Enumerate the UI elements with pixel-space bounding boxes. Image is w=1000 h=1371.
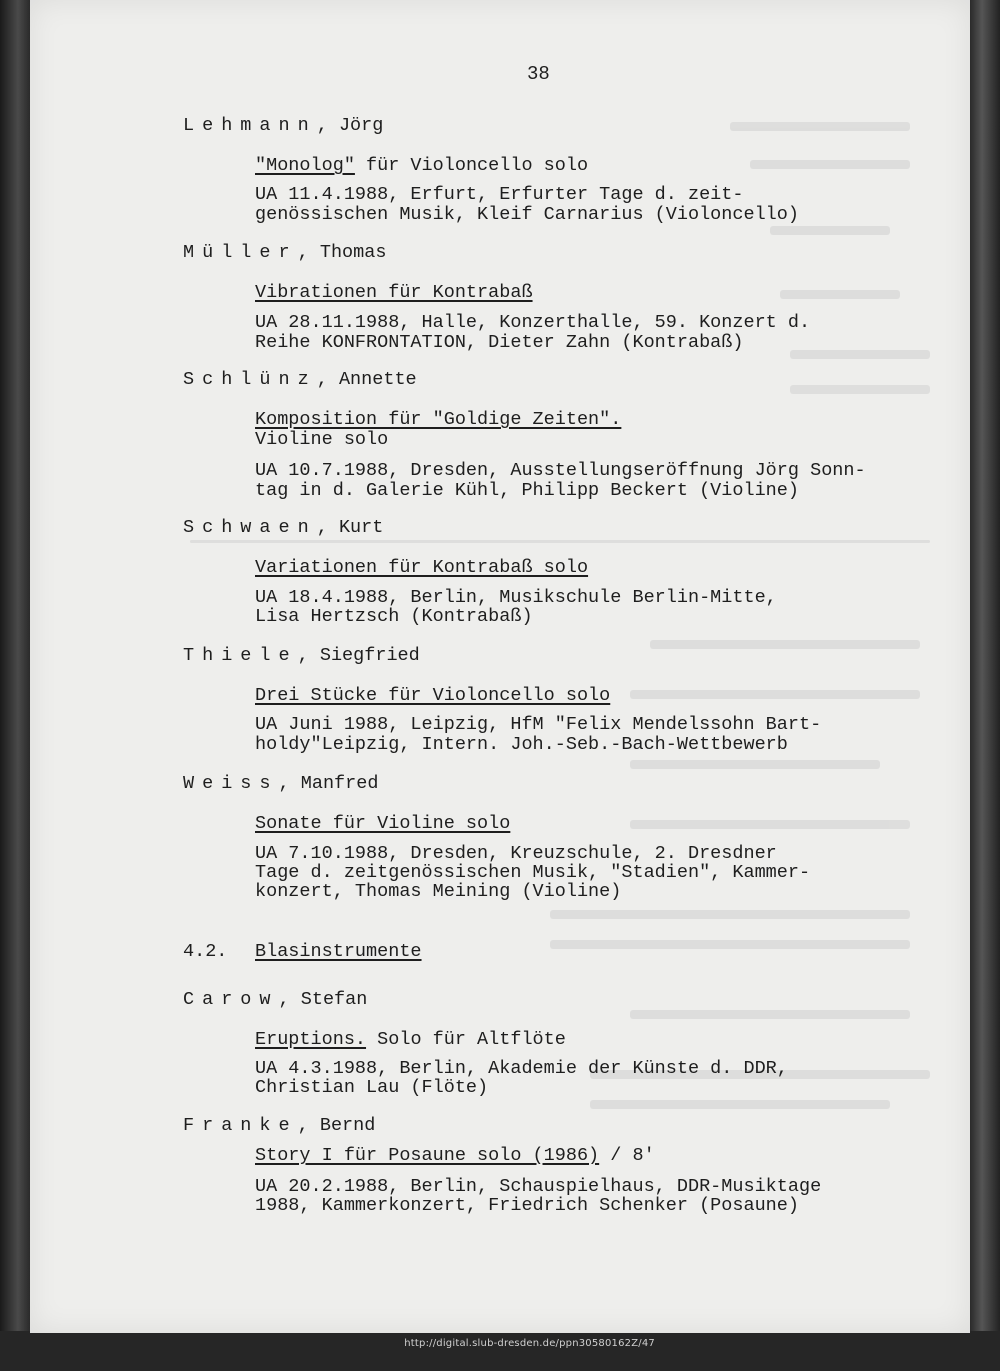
work-title-underlined: Story I für Posaune solo (1986) <box>255 1145 600 1166</box>
composer-name <box>183 370 417 390</box>
premiere-line: UA 4.3.1988, Berlin, Akademie der Künste d. DDR, <box>255 1058 788 1079</box>
section-number: 4.2. <box>183 941 228 962</box>
section-title: Blasinstrumente <box>255 941 422 962</box>
premiere-line: UA 28.11.1988, Halle, Konzerthalle, 59. Konzert d. <box>255 312 811 333</box>
composer-surname: Franke <box>183 1115 298 1136</box>
work-title-rest: / 8' <box>599 1145 655 1166</box>
composer-name <box>183 116 383 136</box>
composer-surname: Müller <box>183 242 298 263</box>
composer-surname: Carow <box>183 989 279 1010</box>
work-title-rest: Solo für Altflöte <box>366 1029 566 1050</box>
composer-given-name: Kurt <box>338 517 384 538</box>
premiere-line: UA 18.4.1988, Berlin, Musikschule Berlin-Mitte, <box>255 587 777 608</box>
composer-given-name: Siegfried <box>319 645 420 666</box>
name-separator: , <box>316 115 339 136</box>
scan-edge-bottom <box>0 1331 1000 1371</box>
name-separator: , <box>297 1115 320 1136</box>
work-title: Drei Stücke für Violoncello solo <box>255 685 611 706</box>
composer-given-name: Stefan <box>300 989 368 1010</box>
composer-surname: Lehmann <box>183 115 317 136</box>
premiere-line: UA 20.2.1988, Berlin, Schauspielhaus, DDR-Musiktage <box>255 1176 822 1197</box>
premiere-line: genössischen Musik, Kleif Carnarius (Violoncello) <box>255 204 799 225</box>
composer-surname: Weiss <box>183 773 279 794</box>
premiere-line: UA 11.4.1988, Erfurt, Erfurter Tage d. zeit- <box>255 184 744 205</box>
work-title: Sonate für Violine solo <box>255 813 511 834</box>
work-title-line2: Violine solo <box>255 429 389 450</box>
source-url-watermark: http://digital.slub-dresden.de/ppn30580162Z/47 <box>404 1338 655 1349</box>
composer-name <box>183 1116 375 1136</box>
premiere-line: Lisa Hertzsch (Kontrabaß) <box>255 606 533 627</box>
scan-edge-right <box>970 0 1000 1371</box>
premiere-line: Reihe KONFRONTATION, Dieter Zahn (Kontrabaß) <box>255 332 744 353</box>
composer-name <box>183 990 367 1010</box>
work-title: Variationen für Kontrabaß solo <box>255 557 589 578</box>
premiere-line: UA Juni 1988, Leipzig, HfM "Felix Mendelssohn Bart- <box>255 714 822 735</box>
composer-surname: Schwaen <box>183 517 317 538</box>
work-title <box>255 1030 566 1050</box>
page-number: 38 <box>527 63 550 85</box>
work-title <box>255 1146 655 1166</box>
premiere-line: UA 7.10.1988, Dresden, Kreuzschule, 2. Dresdner <box>255 843 777 864</box>
work-title: Vibrationen für Kontrabaß <box>255 282 533 303</box>
premiere-line: 1988, Kammerkonzert, Friedrich Schenker (Posaune) <box>255 1195 799 1216</box>
composer-name <box>183 774 378 794</box>
scan-edge-left <box>0 0 30 1371</box>
name-separator: , <box>278 989 301 1010</box>
premiere-line: Christian Lau (Flöte) <box>255 1077 489 1098</box>
composer-surname: Schlünz <box>183 369 317 390</box>
composer-given-name: Bernd <box>319 1115 376 1136</box>
work-title: Komposition für "Goldige Zeiten". <box>255 409 622 430</box>
name-separator: , <box>316 517 339 538</box>
composer-name <box>183 518 383 538</box>
work-title <box>255 156 588 176</box>
composer-name <box>183 646 420 666</box>
premiere-line: tag in d. Galerie Kühl, Philipp Beckert (Violine) <box>255 480 799 501</box>
composer-surname: Thiele <box>183 645 298 666</box>
premiere-line: UA 10.7.1988, Dresden, Ausstellungseröffnung Jörg Sonn- <box>255 460 866 481</box>
work-title-underlined: "Monolog" <box>255 155 355 176</box>
work-title-rest: für Violoncello solo <box>354 155 589 176</box>
premiere-line: konzert, Thomas Meining (Violine) <box>255 881 622 902</box>
name-separator: , <box>297 645 320 666</box>
composer-given-name: Jörg <box>338 115 384 136</box>
composer-given-name: Manfred <box>300 773 379 794</box>
premiere-line: holdy"Leipzig, Intern. Joh.-Seb.-Bach-Wettbewerb <box>255 734 788 755</box>
composer-given-name: Thomas <box>319 242 387 263</box>
composer-given-name: Annette <box>338 369 417 390</box>
premiere-line: Tage d. zeitgenössischen Musik, "Stadien", Kammer- <box>255 862 811 883</box>
name-separator: , <box>316 369 339 390</box>
name-separator: , <box>297 242 320 263</box>
composer-name <box>183 243 386 263</box>
work-title-underlined: Eruptions. <box>255 1029 367 1050</box>
name-separator: , <box>278 773 301 794</box>
